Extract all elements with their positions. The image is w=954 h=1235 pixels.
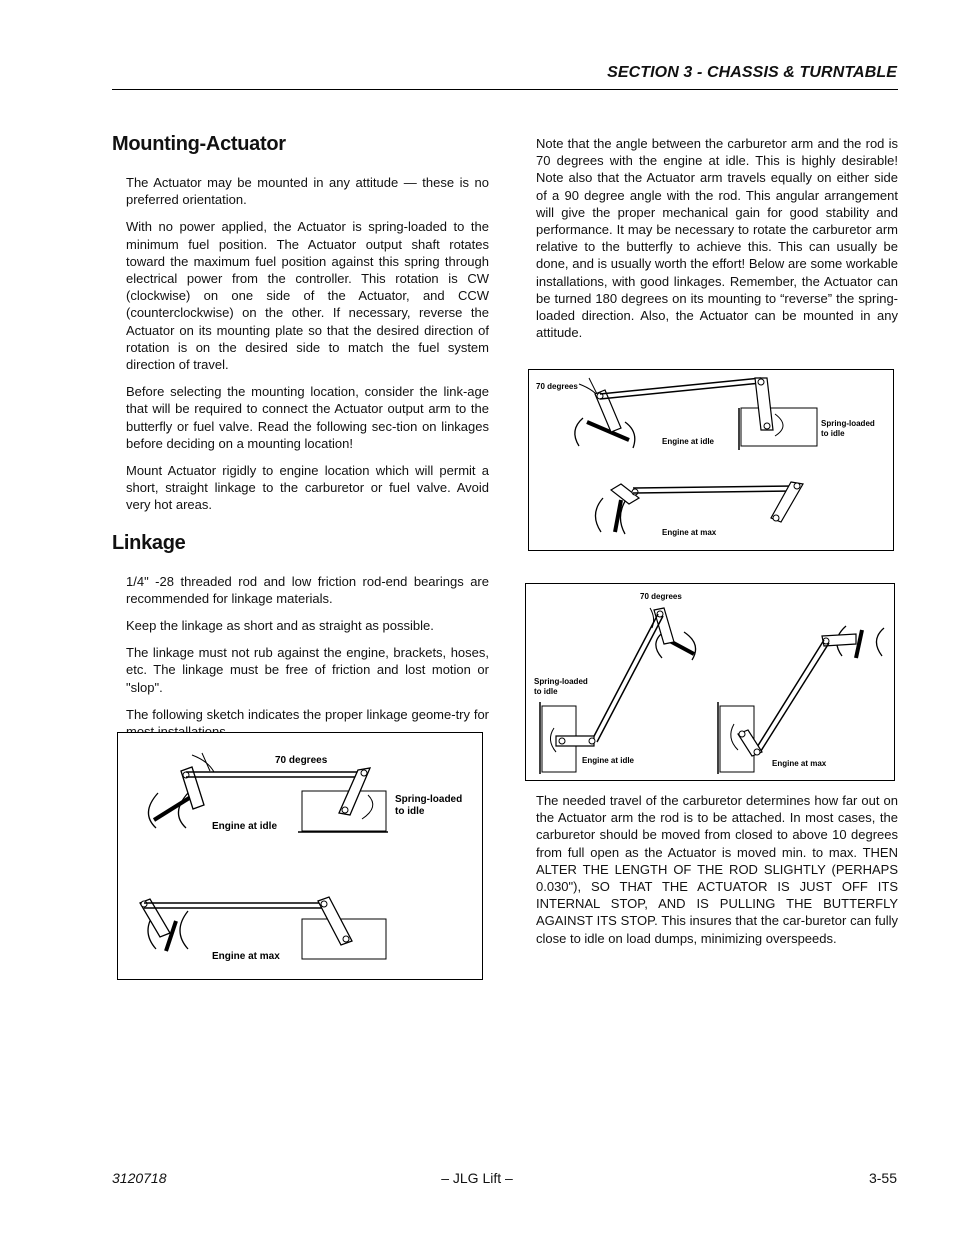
mounting-paragraph-3: Before selecting the mounting location, consider the link-age that will be required to connect the Actuator output arm to the butterfly or fuel valve. Read the following sec-tion on linkages before deciding on a mounting location! [126,384,489,451]
linkage-rod [754,640,824,752]
butterfly-plate [166,921,176,951]
workable-installation-figure-1 [528,369,894,551]
linkage-paragraph-1: 1/4" -28 threaded rod and low friction rod-end bearings are recommended for linkage materials. [126,573,489,606]
fig2-spring-label-2: to idle [821,429,845,438]
fig1-spring-label-2: to idle [395,806,425,817]
fig2-max-label: Engine at max [662,528,717,537]
linkage-heading: Linkage [112,531,186,554]
butterfly-arc-icon [180,911,188,949]
butterfly-arc-icon [595,498,603,532]
pivot-icon [589,738,595,744]
fig3-idle-label: Engine at idle [582,756,635,765]
pivot-icon [764,423,770,429]
linkage-rod [592,614,658,740]
pivot-icon [632,489,638,495]
section-title: SECTION 3 - CHASSIS & TURNTABLE [607,64,897,81]
workable-installation-diagram-1 [529,370,893,550]
butterfly-plate [856,630,862,658]
linkage-rod [597,616,663,742]
pivot-icon [342,807,348,813]
linkage-sketch-figure [117,732,483,980]
mounting-paragraph-1: The Actuator may be mounted in any attitude — these is no preferred orientation. [126,175,489,208]
footer-doc-number: 3120718 [112,1170,167,1186]
linkage-sketch-diagram [118,733,482,979]
butterfly-plate [154,795,194,820]
butterfly-arc-icon [148,793,158,828]
linkage-paragraph-2: Keep the linkage as short and as straight as possible. [126,618,434,634]
mounting-actuator-heading: Mounting-Actuator [112,133,286,155]
pivot-icon [773,515,779,521]
fig3-max-label: Engine at max [772,759,827,768]
pivot-icon [361,770,367,776]
butterfly-arc-icon [684,632,696,660]
header-rule [112,89,898,90]
fig1-spring-label: Spring-loaded [395,794,463,805]
pivot-icon [754,749,760,755]
fig2-idle-label: Engine at idle [662,437,715,446]
pivot-icon [739,731,745,737]
fig3-spring-label: Spring-loaded [534,677,588,686]
fig3-angle-label: 70 degrees [640,592,682,601]
mounting-paragraph-4: Mount Actuator rigidly to engine location which will permit a short, straight linkage to the carburetor or fuel valve. Avoid very hot areas. [126,463,489,513]
actuator-body [741,408,817,446]
angle-leader [202,753,210,771]
right-paragraph-top: Note that the angle between the carburetor arm and the rod is 70 degrees with the engine at idle. This is highly desirable! Note also that the Actuator arm travels equally on either side of a 90 degree angle with the rod. This angular arrangement will give the proper mechanical gain for good stability and performance. It may be necessary to rotate the carburetor arm relative to the butterfly to achieve this. This can usually be done, and is usually worth the effort! Below are some workable installations, with good linkages. Remember, the Actuator can be turned 180 degrees on its mounting to “reverse” the spring-loaded direction. Also, the Actuator can be mounted in any attitude. [536,136,898,341]
right-column-bottom [536,792,898,947]
angle-arc-icon [192,755,214,772]
footer-page-number: 3-55 [868,1170,897,1186]
left-column [112,133,489,740]
linkage-paragraph-3: The linkage must not rub against the engine, brackets, hoses, etc. The linkage must be free of friction and lost motion or "slop". [126,645,489,695]
pivot-icon [321,901,327,907]
linkage-paragraph-4: The following sketch indicates the proper linkage geome-try for [126,706,489,722]
fig2-spring-label: Spring-loaded [821,419,875,428]
workable-installation-figure-2 [525,583,895,781]
fig3-spring-label-2: to idle [534,687,558,696]
fig1-max-label: Engine at max [212,951,280,962]
linkage-rod [759,643,829,754]
workable-installation-diagram-2 [526,584,894,780]
pivot-icon [343,936,349,942]
footer-center: – JLG Lift – [441,1170,513,1186]
fig2-angle-label: 70 degrees [536,382,578,391]
fig1-idle-label: Engine at idle [212,821,278,832]
pivot-icon [794,483,800,489]
right-paragraph-bottom: The needed travel of the carburetor determines how far out on the Actuator arm the rod is to be attached. In most cases, the carburetor should be moved from closed to above 10 degrees from full open as the Actuator is moved min. to max. THEN ALTER THE LENGTH OF THE ROD SLIGHTLY (PERHAPS 0.030"), SO THAT THE ACTUATOR IS JUST OFF ITS INTERNAL STOP, AND IS PULLING THE BUTTERFLY AGAINST ITS STOP. This insures that the car-buretor can fully close to idle on load dumps, minimizing overspeeds. [536,793,898,946]
pivot-icon [758,379,764,385]
butterfly-arc-icon [575,418,583,446]
mounting-paragraph-2: With no power applied, the Actuator is spring-loaded to the minimum fuel position. The Actuator output shaft rotates toward the maximum fuel position against this spring through electrical power from the controller. This rotation is CW (clockwise) on one side of the Actuator, and CCW (counterclockwise) on the other. If necessary, reverse the Actuator on its mounting plate so that the desired direction of rotation is on the desired side to match the fuel system direction of travel. [126,219,489,373]
fig1-angle-label: 70 degrees [275,755,328,766]
butterfly-arc-icon [876,628,884,656]
butterfly-arc-icon [625,422,635,448]
linkage-rod [633,491,795,493]
pivot-icon [559,738,565,744]
pivot-icon [141,901,147,907]
right-column [536,135,898,341]
linkage-rod [633,486,795,488]
